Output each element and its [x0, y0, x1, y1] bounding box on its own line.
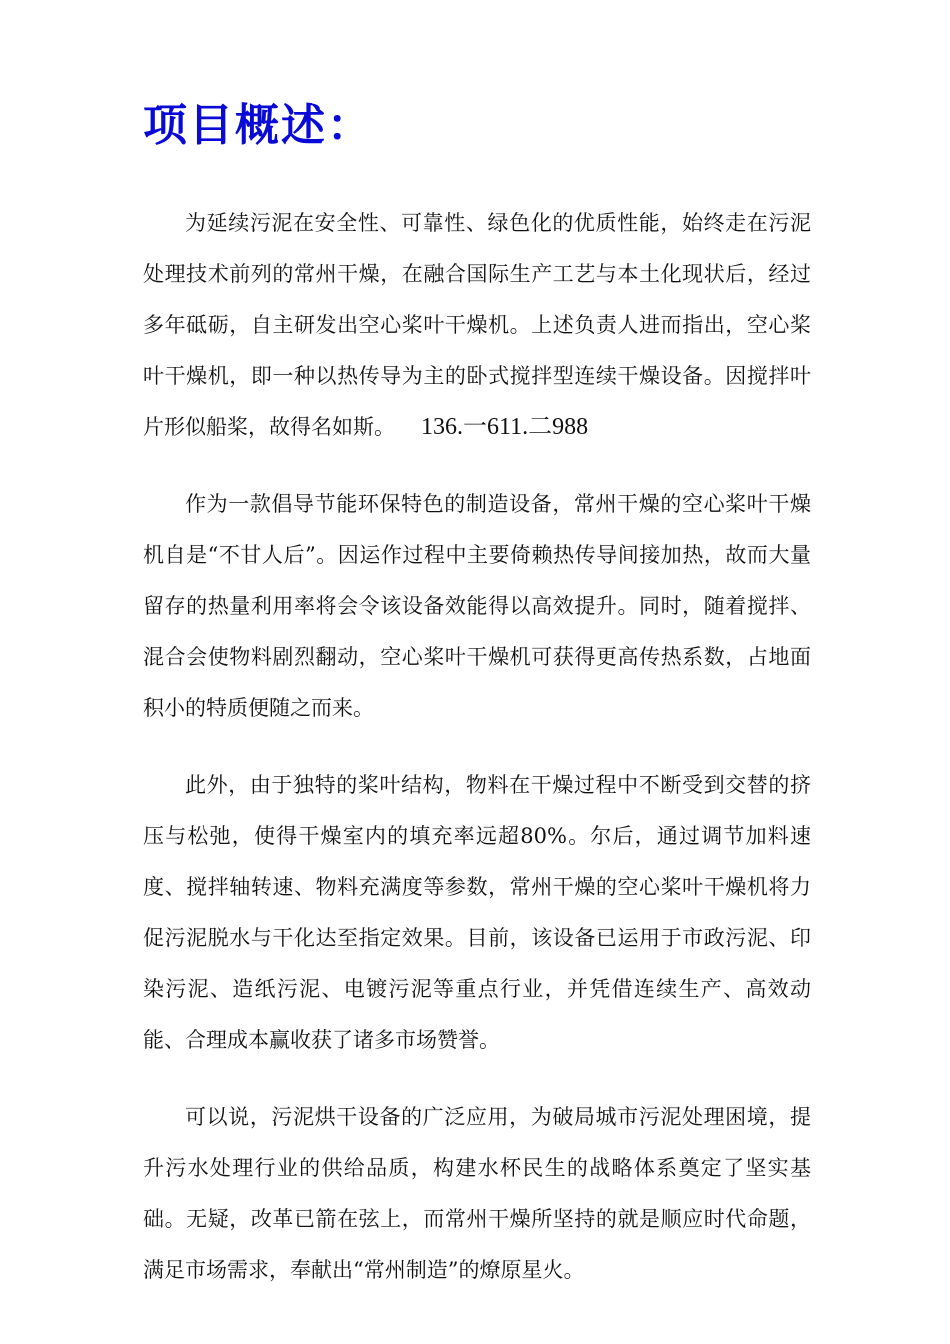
paragraph-2: 作为一款倡导节能环保特色的制造设备，常州干燥的空心桨叶干燥机自是“不甘人后”。因运作过程中主要倚赖热传导间接加热，故而大量留存的热量利用率将会令该设备效能得以高效提升。同时，随着搅拌、混合会使物料剧烈翻动，空心桨叶干燥机可获得更高传热系数，占地面积小的特质便随之而来。 [143, 492, 811, 720]
paragraph-1-text: 为延续污泥在安全性、可靠性、绿色化的优质性能，始终走在污泥处理技术前列的常州干燥，在融合国际生产工艺与本土化现状后，经过多年砥砺，自主研发出空心桨叶干燥机。上述负责人进而指出，空心桨叶干燥机，即一种以热传导为主的卧式搅拌型连续干燥设备。因搅拌叶片形似船桨，故得名如斯。 [143, 211, 811, 439]
paragraph-1 [143, 198, 811, 453]
phone-number: 136.一611.二988 [421, 414, 589, 440]
paragraph-3: 此外，由于独特的桨叶结构，物料在干燥过程中不断受到交替的挤压与松弛，使得干燥室内的填充率远超80%。尔后，通过调节加料速度、搅拌轴转速、物料充满度等参数，常州干燥的空心桨叶干燥机将力促污泥脱水与干化达至指定效果。目前，该设备已运用于市政污泥、印染污泥、造纸污泥、电镀污泥等重点行业，并凭借连续生产、高效动能、合理成本赢收获了诸多市场赞誉。 [143, 773, 811, 1052]
paragraph-4: 可以说，污泥烘干设备的广泛应用，为破局城市污泥处理困境，提升污水处理行业的供给品质，构建水杯民生的战略体系奠定了坚实基础。无疑，改革已箭在弦上，而常州干燥所坚持的就是顺应时代命题，满足市场需求，奉献出“常州制造”的燎原星火。 [143, 1105, 811, 1282]
page-title: 项目概述： [143, 100, 373, 151]
document-body [143, 198, 811, 1296]
